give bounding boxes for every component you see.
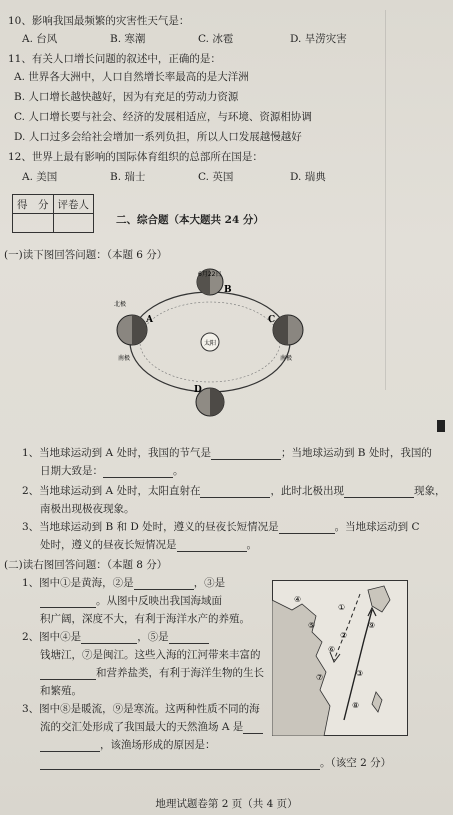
p2-q2-text-a: 2、图中④是 — [22, 631, 82, 643]
p2-q1-blank-1[interactable] — [134, 578, 194, 590]
p2-q2-text-d: 和营养盐类，有利于海洋生物的生长 — [96, 667, 264, 679]
section-title: 二、综合题（本大题共 24 分） — [116, 214, 264, 226]
p2-q3-blank-3[interactable] — [40, 758, 320, 770]
label-c: C — [268, 315, 276, 325]
page-footer: 地理试题卷第 2 页（共 4 页） — [155, 798, 298, 810]
score-cell[interactable] — [13, 214, 54, 233]
part1-q2-line1 — [22, 484, 445, 498]
q10-option-c: C. 冰雹 — [198, 33, 234, 45]
part2-q2-line1 — [22, 630, 209, 644]
date-label-b: 6月22日 — [198, 271, 222, 278]
label-d: D — [194, 385, 202, 395]
map-num-6: ⑥ — [328, 645, 336, 654]
p2-q2-text-c: 钱塘江，⑦是闽江。这些入海的江河带来丰富的 — [40, 649, 261, 661]
part2-q1-line2 — [40, 594, 222, 608]
q12-option-c: C. 英国 — [198, 171, 234, 183]
map-num-4: ④ — [294, 595, 302, 604]
q12-option-b: B. 瑞士 — [110, 171, 146, 183]
map-num-2: ② — [340, 631, 348, 640]
q2-text-b: ，此时北极出现 — [270, 485, 344, 497]
q10-option-d: D. 旱涝灾害 — [290, 33, 347, 45]
part1-heading: (一)读下图回答问题：（本题 6 分） — [4, 249, 168, 261]
q11-option-b: B. 人口增长越快越好，因为有充足的劳动力资源 — [14, 91, 239, 103]
part1-q1-line2 — [40, 464, 184, 478]
map-num-5: ⑤ — [308, 621, 316, 630]
q12-stem: 12、世界上最有影响的国际体育组织的总部所在国是： — [8, 151, 263, 163]
q11-option-d: D. 人口过多会给社会增加一系列负担，所以人口发展越慢越好 — [14, 131, 302, 143]
label-a: A — [146, 315, 153, 325]
part1-q3-line2 — [40, 538, 257, 552]
part1-q1-line1 — [22, 446, 432, 460]
q3-blank-1[interactable] — [279, 522, 335, 534]
score-header: 得 分 — [13, 195, 54, 214]
q10-stem: 10、影响我国最频繁的灾害性天气是： — [8, 15, 190, 27]
p2-q2-text-e: 和繁殖。 — [40, 685, 82, 697]
q1-text-a: 1、当地球运动到 A 处时，我国的节气是 — [22, 447, 211, 459]
q3-text-c: 处时，遵义的昼夜长短情况是 — [40, 539, 177, 551]
p2-q1-text-c: 。从图中反映出我国海域面 — [96, 595, 222, 607]
sun-label: 太阳 — [203, 340, 217, 347]
part2-q3-line2 — [40, 720, 263, 734]
p2-q3-text-d: 。（该空 2 分） — [320, 757, 392, 769]
p2-q3-blank-1[interactable] — [243, 722, 263, 734]
p2-q3-text-c: ，该渔场形成的原因是： — [100, 739, 216, 751]
q11-option-a: A. 世界各大洲中，人口自然增长率最高的是大洋洲 — [14, 71, 249, 83]
q1-text-c: 日期大致是： — [40, 465, 103, 477]
q11-stem: 11、有关人口增长问题的叙述中，正确的是： — [8, 53, 221, 65]
p2-q2-blank-3[interactable] — [40, 668, 96, 680]
label-b: B — [224, 285, 232, 295]
q1-blank-2[interactable] — [103, 466, 173, 478]
q1-text-b: ；当地球运动到 B 处时，我国的 — [280, 447, 432, 459]
p2-q2-text-b: ，⑤是 — [137, 631, 169, 643]
p2-q3-text-b: 流的交汇处形成了我国最大的天然渔场 A 是 — [40, 721, 244, 733]
q2-text-d: 南极出现极夜现象。 — [40, 503, 135, 515]
p2-q3-blank-2[interactable] — [40, 740, 100, 752]
north-pole-label-a: 北极 — [114, 301, 127, 308]
part2-q3-line3 — [40, 738, 216, 752]
p2-q3-text-a: 3、图中⑧是暖流，⑨是寒流。这两种性质不同的海 — [22, 703, 260, 715]
q3-text-b: 。当地球运动到 C — [334, 521, 420, 533]
p2-q1-text-a: 1、图中①是黄海，②是 — [22, 577, 134, 589]
part2-q1-line1 — [22, 576, 225, 590]
earth-a-icon — [117, 315, 147, 345]
q10-option-a: A. 台风 — [22, 33, 58, 45]
p2-q1-text-b: ，③是 — [193, 577, 226, 589]
map-num-1: ① — [338, 603, 346, 612]
q10-option-b: B. 寒潮 — [110, 33, 146, 45]
earth-orbit-diagram — [110, 262, 310, 422]
part2-q3-line4 — [40, 756, 391, 770]
q1-period: 。 — [173, 465, 184, 477]
part2-heading: (二)读右图回答问题：（本题 8 分） — [4, 559, 168, 571]
q3-text-a: 3、当地球运动到 B 和 D 处时，遵义的昼夜长短情况是 — [22, 521, 279, 533]
south-pole-label-a: 南极 — [118, 355, 131, 362]
map-num-7: ⑦ — [316, 673, 324, 682]
p2-q2-blank-1[interactable] — [81, 632, 137, 644]
q2-blank-1[interactable] — [200, 486, 270, 498]
q11-option-c: C. 人口增长要与社会、经济的发展相适应，与环境、资源相协调 — [14, 111, 312, 123]
part2-q2-line3 — [40, 666, 264, 680]
map-num-3: ③ — [356, 669, 364, 678]
q12-option-d: D. 瑞典 — [290, 171, 326, 183]
part1-q3-line1 — [22, 520, 420, 534]
south-pole-label-c: 南极 — [280, 355, 293, 362]
p2-q1-text-d: 积广阔，深度不大，有利于海洋水产的养殖。 — [40, 613, 250, 625]
grader-cell[interactable] — [53, 214, 94, 233]
scan-bleed-margin — [383, 0, 453, 815]
map-num-9: ⑨ — [368, 621, 376, 630]
earth-c-icon — [273, 315, 303, 345]
p2-q2-blank-2[interactable] — [169, 632, 209, 644]
map-num-8: ⑧ — [352, 701, 360, 710]
q2-text-c: 现象， — [413, 485, 446, 497]
grader-header: 评卷人 — [53, 195, 94, 214]
q3-blank-2[interactable] — [177, 540, 247, 552]
p2-q1-blank-2[interactable] — [40, 596, 96, 608]
q2-text-a: 2、当地球运动到 A 处时，太阳直射在 — [22, 485, 201, 497]
q12-option-a: A. 美国 — [22, 171, 58, 183]
q3-period: 。 — [246, 539, 257, 551]
q1-blank-1[interactable] — [211, 448, 281, 460]
score-table — [12, 194, 94, 233]
